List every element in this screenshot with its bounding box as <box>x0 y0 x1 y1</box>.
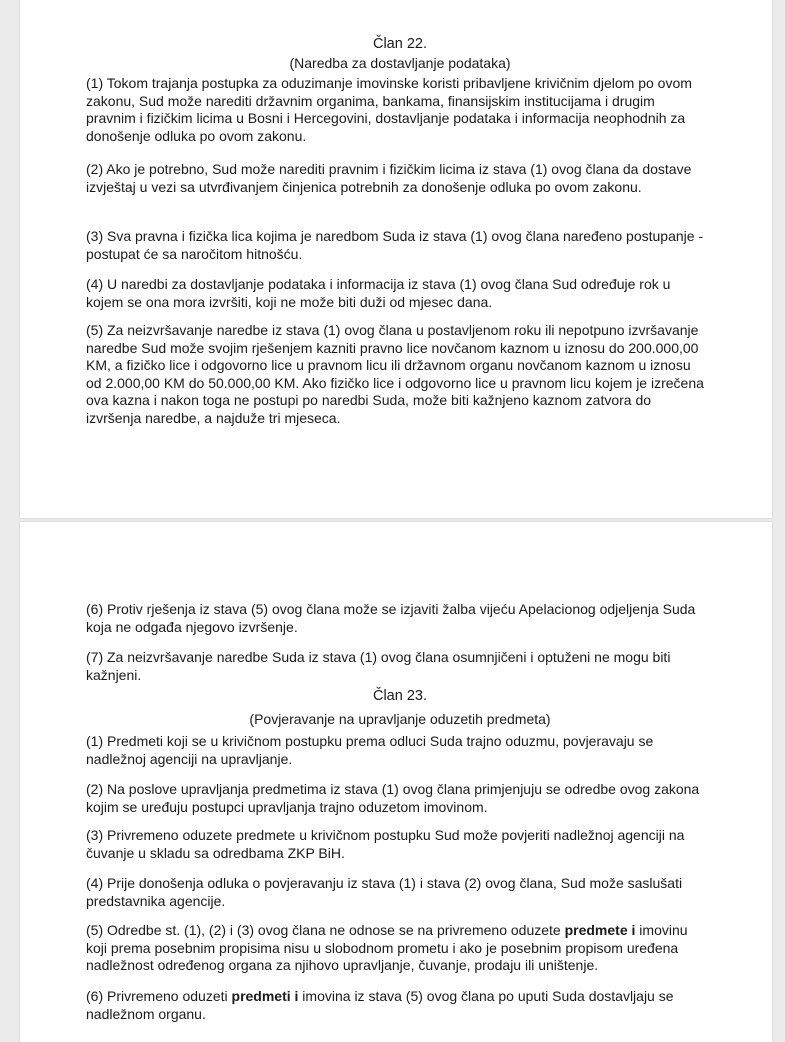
article-23-title: Član 23. <box>372 688 427 704</box>
article-22-paragraph-4: (4) U naredbi za dostavljanje podataka i informacija iz stava (1) ovog člana Sud određuje rok u kojem se ona mora izvršiti, koji ne može biti duži od mjesec dana. <box>86 276 671 310</box>
paragraph-5-bold-text: predmete i <box>564 922 636 938</box>
article-22-paragraph-2: (2) Ako je potrebno, Sud može narediti pravnim i fizičkim licima iz stava (1) ovog člana da dostave izvještaj u vezi sa utvrđivanjem činjenica potrebnih za donošenje odluka po ovom zakonu. <box>86 161 692 195</box>
article-22-paragraph-6: (6) Protiv rješenja iz stava (5) ovog člana može se izjaviti žalba vijeću Apelacionog odjeljenja Suda koja ne odgađa njegovo izvršenje. <box>86 601 696 635</box>
article-23-paragraph-3: (3) Privremeno oduzete predmete u krivičnom postupku Sud može povjeriti nadležnoj agenciji na čuvanje u skladu sa odredbama ZKP BiH. <box>86 827 685 861</box>
paragraph-6-text-end: imovina iz stava (5) ovog člana po uputi Suda dostavljaju se nadležnom organu. <box>86 988 674 1022</box>
article-23-paragraph-6 <box>86 988 706 1023</box>
article-23-paragraph-2: (2) Na poslove upravljanja predmetima iz stava (1) ovog člana primjenjuju se odredbe ovog zakona kojim se uređuju postupci upravljanja trajno oduzetom imovinom. <box>86 781 700 815</box>
article-22-paragraph-3: (3) Sva pravna i fizička lica kojima je naredbom Suda iz stava (1) ovog člana naređeno postupanje - postupat će sa naročitom hitnošću. <box>86 228 704 262</box>
paragraph-6-text-start: (6) Privremeno oduzeti <box>86 988 232 1004</box>
article-23-paragraph-5 <box>86 922 706 975</box>
article-22-paragraph-7: (7) Za neizvršavanje naredbe Suda iz stava (1) ovog člana osumnjičeni i optuženi ne mogu biti kažnjeni. <box>86 649 671 683</box>
document-page-2 <box>20 522 772 1042</box>
paragraph-6-bold-text: predmeti i <box>231 988 299 1004</box>
article-22-title: Član 22. <box>372 36 427 52</box>
article-22-paragraph-1: (1) Tokom trajanja postupka za oduzimanje imovinske koristi pribavljene krivičnim djelom po ovom zakonu, Sud može narediti državnim organima, bankama, finansijskim institucijama i drugim pravnim i fizičkim licima u Bosni i Hercegovini, dostavljanje podataka i informacija neophodnih za donošenje odluka po ovom zakonu. <box>86 75 692 144</box>
document-page-1 <box>20 0 772 518</box>
article-23-paragraph-1: (1) Predmeti koji se u krivičnom postupku prema odluci Suda trajno oduzmu, povjeravaju se nadležnoj agenciji na upravljanje. <box>86 733 654 767</box>
article-23-subtitle: (Povjeravanje na upravljanje oduzetih predmeta) <box>249 711 551 727</box>
article-22-paragraph-5: (5) Za neizvršavanje naredbe iz stava (1) ovog člana u postavljenom roku ili nepotpuno izvršavanje naredbe Sud može svojim rješenjem kazniti pravno lice novčanom kaznom u iznosu do 200.000,00 KM, a fizičko lice i odgovorno lice u pravnom licu ili državnom organu novčanom kaznom u iznosu od 2.000,00 KM do 50.000,00 KM. Ako fizičko lice i odgovorno lice u pravnom licu kojem je izrečena ova kazna i nakon toga ne postupi po naredbi Suda, može biti kažnjeno kaznom zatvora do izvršenja naredbe, a najduže tri mjeseca. <box>86 322 704 426</box>
article-23-paragraph-4: (4) Prije donošenja odluka o povjeravanju iz stava (1) i stava (2) ovog člana, Sud može saslušati predstavnika agencije. <box>86 875 683 909</box>
article-22-subtitle: (Naredba za dostavljanje podataka) <box>289 55 511 71</box>
paragraph-5-text-start: (5) Odredbe st. (1), (2) i (3) ovog člana ne odnose se na privremeno oduzete <box>86 922 565 938</box>
paragraph-5-text-end: imovinu koji prema posebnim propisima nisu u slobodnom prometu i ako je posebnim propisom uređena nadležnost određenog organa za njihovo upravljanje, čuvanje, prodaju ili uništenje. <box>86 922 688 973</box>
